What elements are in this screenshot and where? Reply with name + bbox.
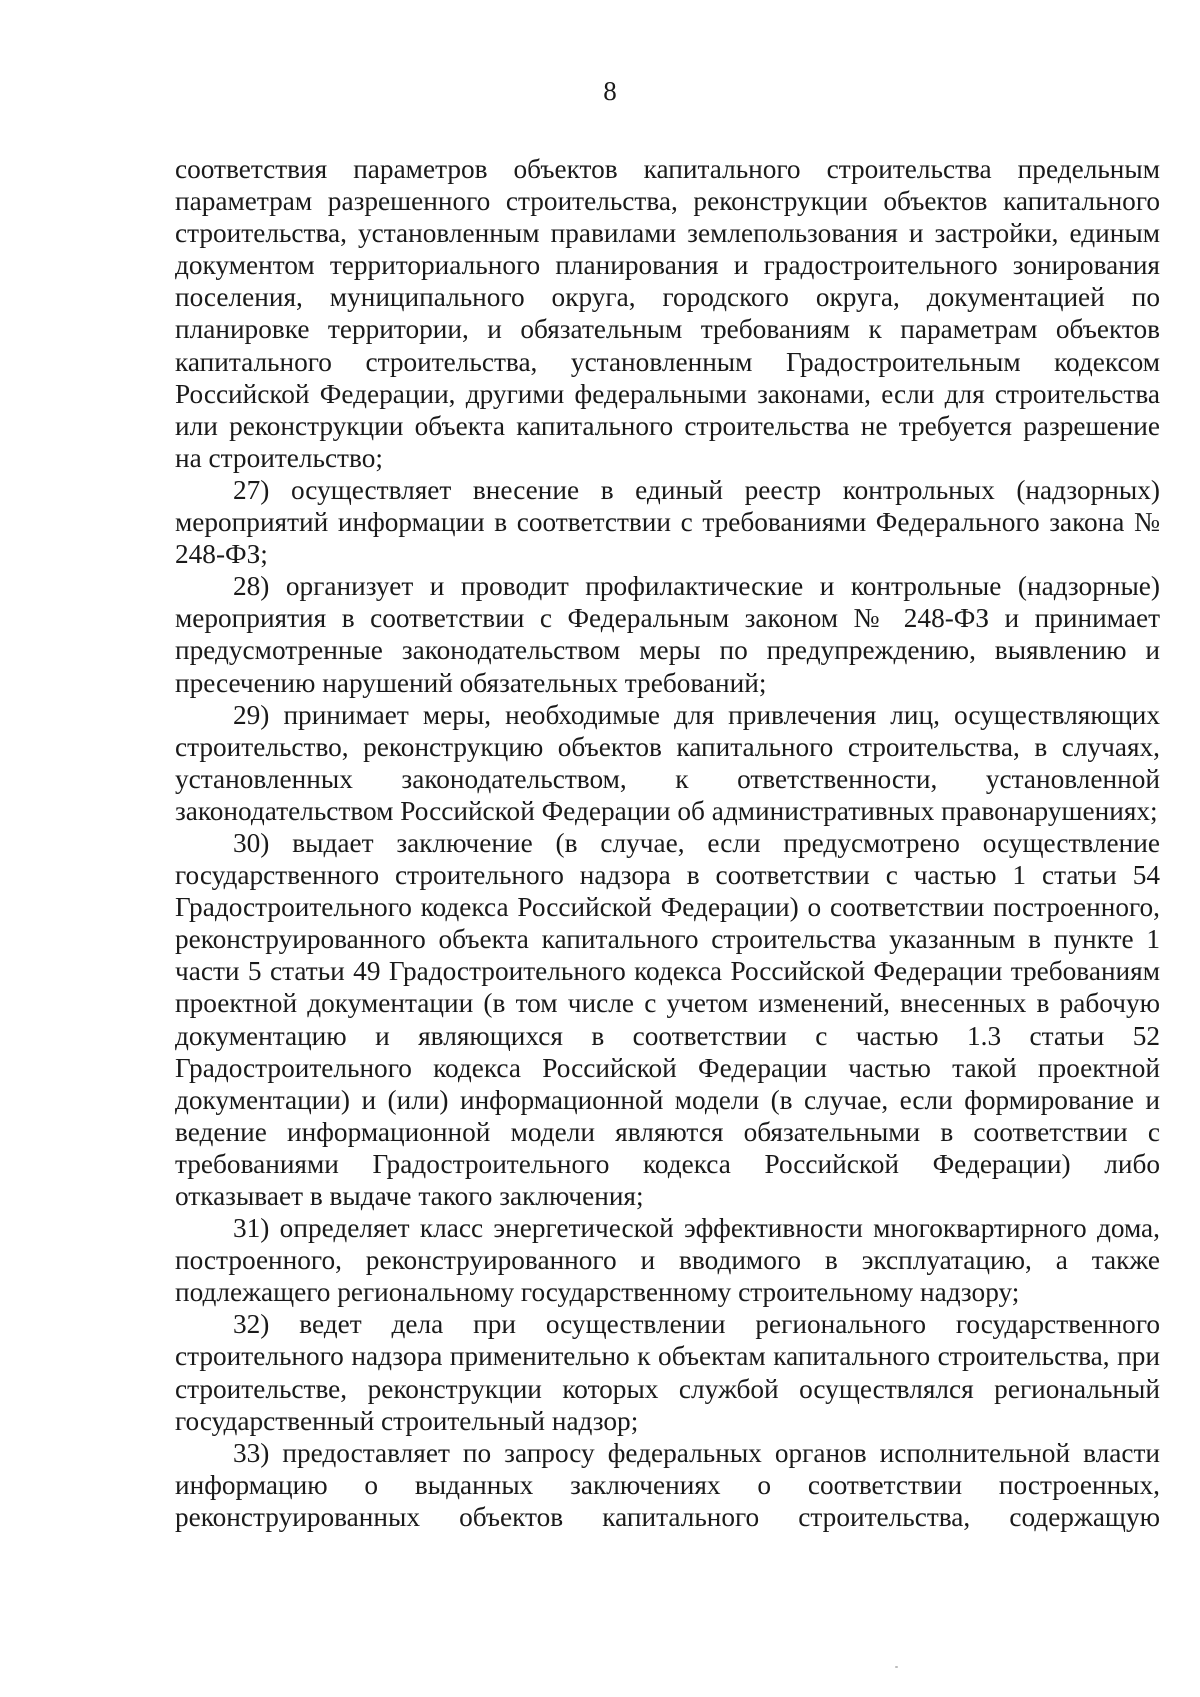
- paragraph-item-30: 30) выдает заключение (в случае, если предусмотрено осуществление государственного строительного надзора в соответствии с частью 1 статьи 54 Градостроительного кодекса Российской Федерации) о соответствии построенного, реконструированного объекта капитального строительства указанным в пункте 1 части 5 статьи 49 Градостроительного кодекса Российской Федерации требованиям проектной документации (в том числе с учетом изменений, внесенных в рабочую документацию и являющихся в соответствии с частью 1.3 статьи 52 Градостроительного кодекса Российской Федерации частью такой проектной документации) и (или) информационной модели (в случае, если формирование и ведение информационной модели являются обязательными в соответствии с требованиями Градостроительного кодекса Российской Федерации) либо отказывает в выдаче такого заключения;: [175, 827, 1160, 1211]
- paragraph-item-33: 33) предоставляет по запросу федеральных органов исполнительной власти информацию о выданных заключениях о соответствии построенных, реконструированных объектов капитального строительства, содержащую: [175, 1437, 1160, 1532]
- paragraph-item-27: 27) осуществляет внесение в единый реестр контрольных (надзорных) мероприятий информации в соответствии с требованиями Федерального закона № 248-ФЗ;: [175, 474, 1160, 570]
- paragraph-item-29: 29) принимает меры, необходимые для привлечения лиц, осуществляющих строительство, реконструкцию объектов капитального строительства, в случаях, установленных законодательством, к ответственности, установленной законодательством Российской Федерации об административных правонарушениях;: [175, 699, 1160, 826]
- page-number: 8: [603, 76, 617, 106]
- paragraph-continuation: соответствия параметров объектов капитального строительства предельным параметрам разрешенного строительства, реконструкции объектов капитального строительства, установленным правилами землепользования и застройки, единым документом территориального планирования и градостроительного зонирования поселения, муниципального округа, городского округа, документацией по планировке территории, и обязательным требованиям к параметрам объектов капитального строительства, установленным Градостроительным кодексом Российской Федерации, другими федеральными законами, если для строительства или реконструкции объекта капитального строительства не требуется разрешение на строительство;: [175, 154, 1160, 473]
- paragraph-item-31: 31) определяет класс энергетической эффективности многоквартирного дома, построенного, реконструированного и вводимого в эксплуатацию, а также подлежащего региональному государственному строительному надзору;: [175, 1213, 1160, 1308]
- paragraph-item-32: 32) ведет дела при осуществлении регионального государственного строительного надзора применительно к объектам капитального строительства, при строительстве, реконструкции которых службой осуществлялся региональный государственный строительный надзор;: [175, 1309, 1160, 1436]
- paragraph-item-28: 28) организует и проводит профилактические и контрольные (надзорные) мероприятия в соответствии с Федеральным законом № 248-ФЗ и принимает предусмотренные законодательством меры по предупреждению, выявлению и пресечению нарушений обязательных требований;: [175, 571, 1160, 698]
- document-body: [175, 153, 1160, 1533]
- scan-artifact: [895, 1666, 898, 1668]
